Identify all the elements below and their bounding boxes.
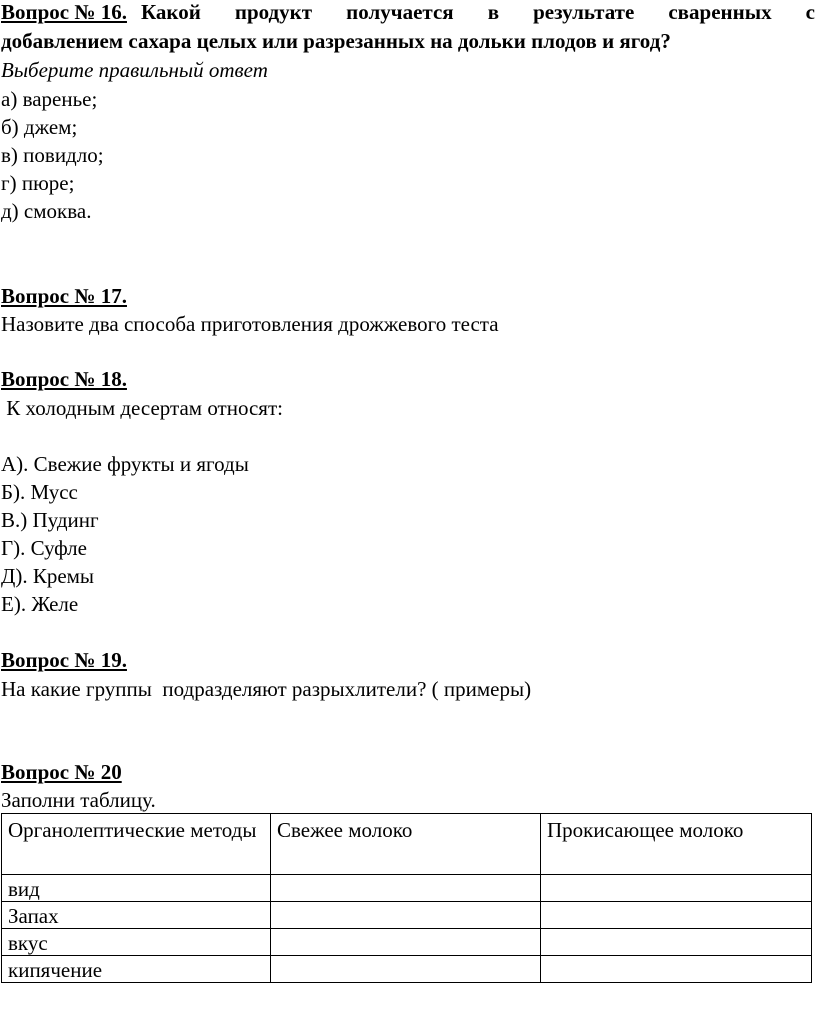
table-cell-empty[interactable] (541, 875, 812, 902)
q20-heading: Вопрос № 20 (1, 760, 122, 784)
table-cell-label: Запах (2, 902, 271, 929)
table-cell-empty[interactable] (541, 902, 812, 929)
table-row (2, 902, 812, 929)
table-row (2, 929, 812, 956)
organoleptic-table (1, 813, 812, 983)
q16-text-line2: добавлением сахара целых или разрезанных на дольки плодов и ягод? (1, 29, 671, 53)
q20-text: Заполни таблицу. (1, 788, 156, 812)
table-header-cell: Свежее молоко (271, 814, 541, 875)
q16-heading: Вопрос № 16. (1, 0, 127, 24)
table-row (2, 875, 812, 902)
table-cell-empty[interactable] (271, 929, 541, 956)
q16-option: б) джем; (1, 115, 78, 139)
q19-heading: Вопрос № 19. (1, 648, 127, 672)
q17-text: Назовите два способа приготовления дрожжевого теста (1, 312, 499, 336)
table-cell-empty[interactable] (271, 902, 541, 929)
table-cell-label: вкус (2, 929, 271, 956)
table-cell-empty[interactable] (271, 956, 541, 983)
q16-option: в) повидло; (1, 143, 104, 167)
q19-text: На какие группы подразделяют разрыхлители? ( примеры) (1, 677, 532, 701)
table-cell-empty[interactable] (541, 956, 812, 983)
q16-option: д) смоква. (1, 199, 92, 223)
q16-option: г) пюре; (1, 171, 75, 195)
q18-option: Е). Желе (1, 592, 79, 616)
q18-option: Д). Кремы (1, 564, 95, 588)
q18-text: К холодным десертам относят: (1, 396, 283, 420)
table-row (2, 956, 812, 983)
table-cell-empty[interactable] (541, 929, 812, 956)
table-cell-label: кипячение (2, 956, 271, 983)
table-cell-empty[interactable] (271, 875, 541, 902)
table-header-row (2, 814, 812, 875)
q16-option: а) варенье; (1, 87, 98, 111)
q16-line1 (1, 0, 815, 26)
table-cell-label: вид (2, 875, 271, 902)
q16-text-line1: Какой продукт получается в результате сваренных с (140, 0, 815, 24)
q18-option: Б). Мусс (1, 480, 78, 504)
q18-heading: Вопрос № 18. (1, 367, 127, 391)
q17-heading: Вопрос № 17. (1, 284, 127, 308)
table-header-cell: Прокисающее молоко (541, 814, 812, 875)
table-header-cell: Органолептические методы (2, 814, 271, 875)
q16-instruction: Выберите правильный ответ (1, 58, 268, 82)
q18-option: А). Свежие фрукты и ягоды (1, 452, 249, 476)
q18-option: Г). Суфле (1, 536, 87, 560)
q18-option: В.) Пудинг (1, 508, 99, 532)
